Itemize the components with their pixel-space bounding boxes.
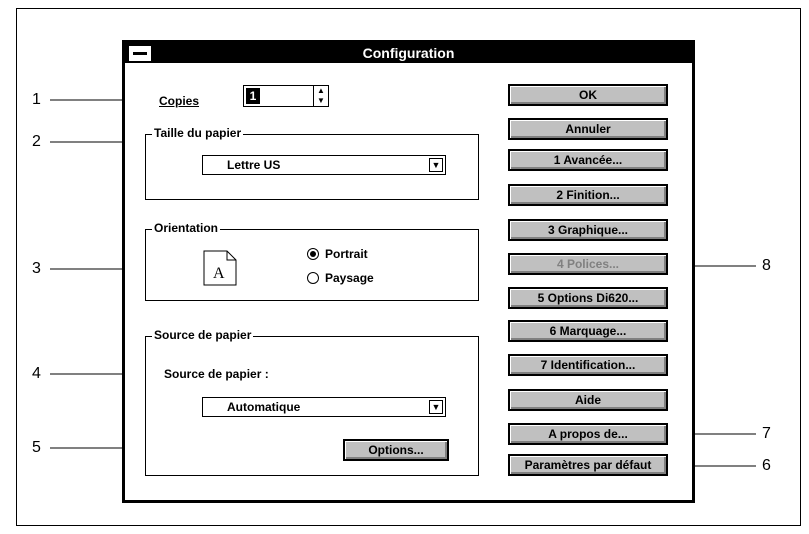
landscape-radio[interactable]	[307, 272, 319, 284]
cancel-button[interactable]: Annuler	[508, 118, 668, 140]
callout-2: 2	[32, 133, 41, 150]
paper-source-group-title: Source de papier	[154, 328, 252, 342]
callout-7: 7	[762, 425, 771, 442]
callout-6: 6	[762, 457, 771, 474]
identification-button[interactable]: 7 Identification...	[508, 354, 668, 376]
configuration-dialog	[122, 40, 695, 503]
paper-source-value: Automatique	[227, 400, 301, 414]
defaults-button[interactable]: Paramètres par défaut	[508, 454, 668, 476]
callout-3: 3	[32, 260, 41, 277]
callout-1: 1	[32, 91, 41, 108]
watermark-button[interactable]: 6 Marquage...	[508, 320, 668, 342]
spin-arrows-icon[interactable]: ▲ ▼	[313, 86, 328, 106]
copies-value[interactable]: 1	[246, 88, 260, 104]
orientation-icon-letter: A	[213, 265, 225, 282]
title-bar	[125, 43, 692, 63]
finishing-button[interactable]: 2 Finition...	[508, 184, 668, 206]
dialog-title: Configuration	[362, 45, 455, 61]
paper-source-label: Source de papier :	[164, 367, 269, 381]
paper-size-group	[145, 126, 479, 200]
advanced-button[interactable]: 1 Avancée...	[508, 149, 668, 171]
callout-8: 8	[762, 257, 771, 274]
dropdown-arrow-icon[interactable]: ▼	[429, 158, 443, 172]
graphics-button[interactable]: 3 Graphique...	[508, 219, 668, 241]
paper-size-value: Lettre US	[227, 158, 281, 172]
copies-label: Copies	[159, 94, 200, 108]
about-button[interactable]: A propos de...	[508, 423, 668, 445]
fonts-button: 4 Polices...	[508, 253, 668, 275]
portrait-radio[interactable]	[307, 248, 319, 260]
paper-size-group-title: Taille du papier	[154, 126, 242, 140]
system-menu-icon[interactable]	[129, 46, 151, 61]
help-button[interactable]: Aide	[508, 389, 668, 411]
callout-4: 4	[32, 365, 41, 382]
paper-size-select[interactable]	[202, 155, 446, 175]
options-di620-button[interactable]: 5 Options Di620...	[508, 287, 668, 309]
landscape-label[interactable]: Paysage	[325, 271, 374, 285]
copies-spinner[interactable]	[243, 85, 329, 107]
orientation-group-title: Orientation	[154, 221, 219, 235]
options-button[interactable]: Options...	[343, 439, 449, 461]
portrait-label[interactable]: Portrait	[325, 247, 368, 261]
paper-source-select[interactable]	[202, 397, 446, 417]
document-orientation-icon	[203, 250, 237, 286]
callout-5: 5	[32, 439, 41, 456]
ok-button[interactable]: OK	[508, 84, 668, 106]
orientation-group	[145, 221, 479, 301]
dropdown-arrow-icon[interactable]: ▼	[429, 400, 443, 414]
